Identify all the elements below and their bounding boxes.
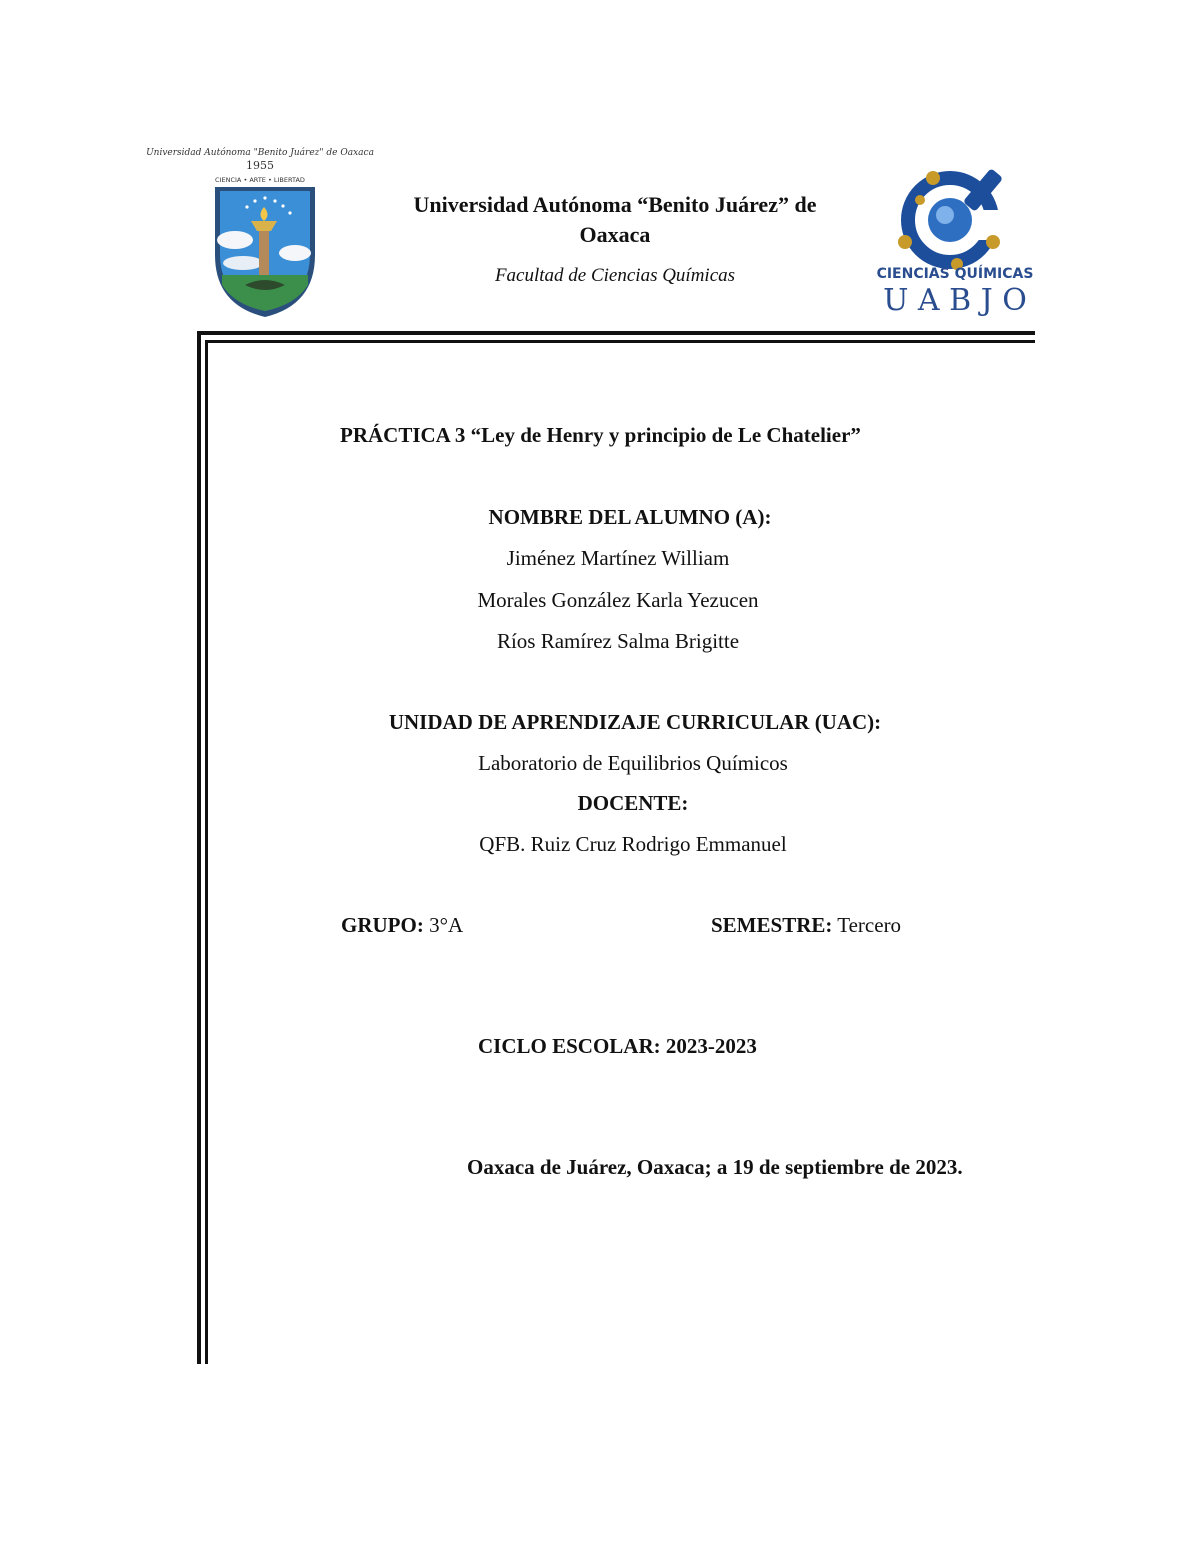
teacher-heading: DOCENTE: [577,791,689,815]
student-name: Jiménez Martínez William [506,546,730,570]
logo-year: 1955 [246,159,274,172]
school-cycle: CICLO ESCOLAR: 2023-2023 [478,1034,757,1058]
semester-field [711,913,901,938]
place-date: Oaxaca de Juárez, Oaxaca; a 19 de septiembre de 2023. [467,1155,963,1179]
group-label: GRUPO: [341,913,424,937]
logo-motto: CIENCIA • ARTE • LIBERTAD [215,176,305,184]
student-name: Ríos Ramírez Salma Brigitte [496,629,740,653]
uac-value: Laboratorio de Equilibrios Químicos [478,751,788,775]
university-name-line2: Oaxaca [579,222,651,247]
group-field [341,913,463,938]
semester-label: SEMESTRE: [711,913,833,937]
practice-title: PRÁCTICA 3 “Ley de Henry y principio de Le Chatelier” [340,423,861,447]
faculty-name: Facultad de Ciencias Químicas [494,265,736,286]
uabjo-shield-logo [146,135,374,320]
logo-text-uabjo: U A B J O [883,283,1027,318]
university-name-line1: Universidad Autónoma “Benito Juárez” de [413,192,817,217]
frame-top-inner-line [205,340,1035,343]
ciencias-quimicas-logo [875,160,1035,320]
teacher-value: QFB. Ruiz Cruz Rodrigo Emmanuel [479,832,787,856]
logo-arc-text: Universidad Autónoma "Benito Juárez" de Oaxaca [146,148,374,158]
group-value: 3°A [429,913,464,937]
university-name [380,190,850,250]
semester-value: Tercero [837,913,902,937]
frame-top-outer-line [197,331,1035,335]
frame-left-outer-line [197,331,201,1364]
frame-left-inner-line [205,340,208,1364]
uac-heading: UNIDAD DE APRENDIZAJE CURRICULAR (UAC): [388,710,882,734]
students-heading: NOMBRE DEL ALUMNO (A): [488,505,772,529]
student-name: Morales González Karla Yezucen [477,588,759,612]
logo-text-ciencias: CIENCIAS QUÍMICAS [876,266,1034,282]
